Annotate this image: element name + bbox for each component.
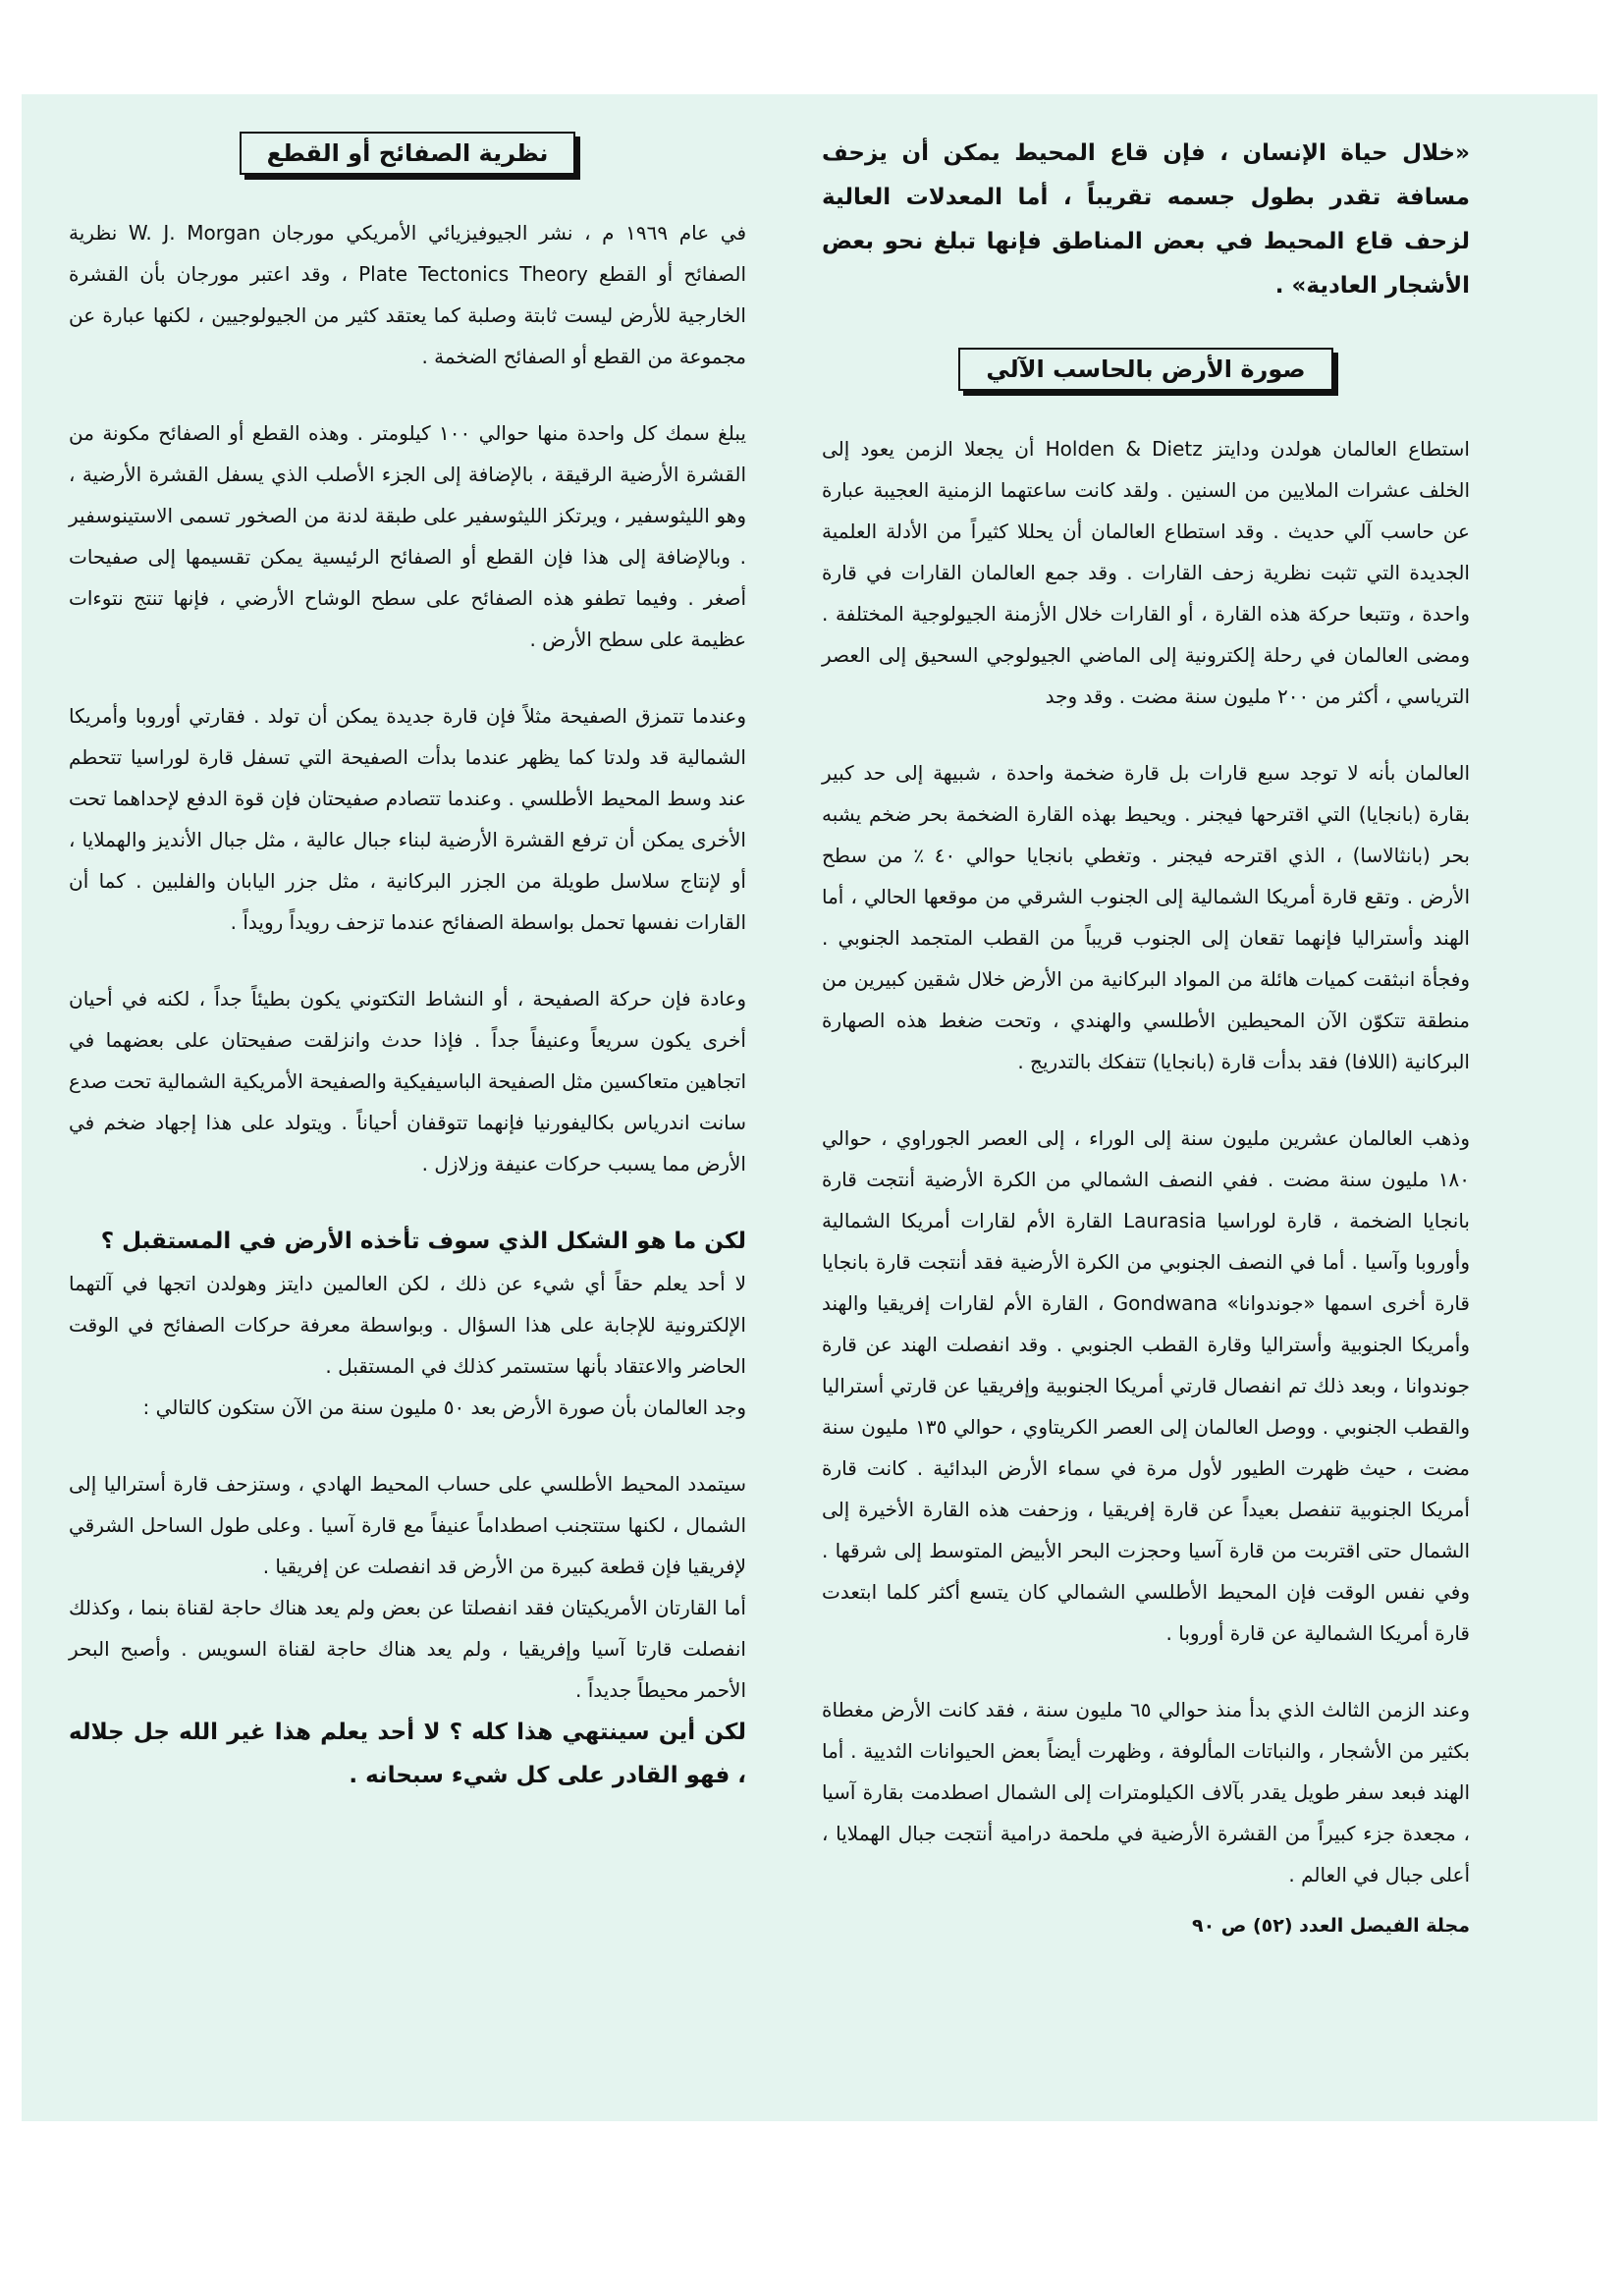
closing-statement: لكن أين سينتهي هذا كله ؟ لا أحد يعلم هذا غير الله جل جلاله ، فهو القادر على كل شيء سبحانه . <box>69 1720 746 1788</box>
paragraph: وعند الزمن الثالث الذي بدأ منذ حوالي ٦٥ مليون سنة ، فقد كانت الأرض مغطاة بكثير من الأشجار ، والنباتات المألوفة ، وظهرت أيضاً بعض الحيوانات الثديية . أما الهند فبعد سفر طويل يقدر بآلاف الكيلومترات إلى الشمال اصطدمت بقارة آسيا ، مجعدة جزء كبيراً من القشرة الأرضية في ملحمة درامية أنتجت جبال الهملايا ، أعلى جبال في العالم . <box>822 1698 1470 1886</box>
paragraph: وعادة فإن حركة الصفيحة ، أو النشاط التكتوني يكون بطيئاً جداً ، لكنه في أحيان أخرى يكون سريعاً وعنيفاً جداً . فإذا حدث وانزلقت صفيحتان على بعضهما في اتجاهين متعاكسين مثل الصفيحة الباسيفيكية والصفيحة الأمريكية الشمالية تحت صدع سانت اندرياس بكاليفورنيا فإنهما تتوقفان أحياناً . ويتولد على هذا إجهاد ضخم في الأرض مما يسبب حركات عنيفة وزلازل . <box>69 987 746 1175</box>
page-footer: مجلة الفيصل العدد (٥٢) ص ٩٠ <box>1191 1915 1470 1937</box>
magazine-page <box>22 94 1597 2121</box>
paragraph: وجد العالمان بأن صورة الأرض بعد ٥٠ مليون سنة من الآن ستكون كالتالي : <box>142 1395 746 1419</box>
question-heading: لكن ما هو الشكل الذي سوف تأخذه الأرض في المستقبل ؟ <box>100 1229 746 1254</box>
paragraph: في عام ١٩٦٩ م ، نشر الجيوفيزيائي الأمريكي مورجان W. J. Morgan نظرية الصفائح أو القطع Plate Tectonics Theory ، وقد اعتبر مورجان بأن القشرة الخارجية للأرض ليست ثابتة وصلبة كما يعتقد كثير من الجيولوجيين ، لكنها عبارة عن مجموعة من القطع أو الصفائح الضخمة . <box>69 221 747 368</box>
paragraph: يبلغ سمك كل واحدة منها حوالي ١٠٠ كيلومتر . وهذه القطع أو الصفائح مكونة من القشرة الأرضية الرقيقة ، بالإضافة إلى الجزء الأصلب الذي يسفل القشرة الأرضية ، وهو الليثوسفير ، ويرتكز الليثوسفير على طبقة لدنة من الصخور تسمى الاستينوسفير . وبالإضافة إلى هذا فإن القطع أو الصفائح الرئيسية يمكن تقسيمها إلى صفيحات أصغر . وفيما تطفو هذه الصفائح على سطح الوشاح الأرضي ، فإنها تنتج نتوءات عظيمة على سطح الأرض . <box>69 421 746 651</box>
pull-quote: «خلال حياة الإنسان ، فإن قاع المحيط يمكن أن يزحف مسافة تقدر بطول جسمه تقريباً ، أما المعدلات العالية لزحف قاع المحيط في بعض المناطق فإنها تبلغ نحو بعض الأشجار العادية» . <box>822 140 1470 299</box>
paragraph: لا أحد يعلم حقاً أي شيء عن ذلك ، لكن العالمين دايتز وهولدن اتجها في آلتهما الإلكترونية للإجابة على هذا السؤال . وبواسطة معرفة حركات الصفائح في الوقت الحاضر والاعتقاد بأنها ستستمر كذلك في المستقبل . <box>69 1272 746 1378</box>
paragraph: العالمان بأنه لا توجد سبع قارات بل قارة ضخمة واحدة ، شبيهة إلى حد كبير بقارة (بانجايا) التي اقترحها فيجنر . ويحيط بهذه القارة الضخمة بحر ضخم يشبه بحر (بانثالاسا) ، الذي اقترحه فيجنر . وتغطي بانجايا حوالي ٤٠ ٪ من سطح الأرض . وتقع قارة أمريكا الشمالية إلى الجنوب الشرقي من موقعها الحالي ، أما الهند وأستراليا فإنهما تقعان إلى الجنوب قريباً من القطب المتجمد الجنوبي . وفجأة انبثقت كميات هائلة من المواد البركانية من الأرض خلال شقين كبيرين من منطقة تتكوّن الآن المحيطين الأطلسي والهندي ، وتحت ضغط هذه الصهارة البركانية (اللافا) فقد بدأت قارة (بانجايا) تتفكك بالتدريج . <box>822 761 1470 1073</box>
left-column <box>69 132 746 1797</box>
paragraph: وذهب العالمان عشرين مليون سنة إلى الوراء ، إلى العصر الجوراوي ، حوالي ١٨٠ مليون سنة مضت . ففي النصف الشمالي من الكرة الأرضية أنتجت قارة بانجايا الضخمة ، قارة لوراسيا Laurasia القارة الأم لقارات أمريكا الشمالية وأوروبا وآسيا . أما في النصف الجنوبي من الكرة الأرضية فقد أنتجت قارة بانجايا قارة أخرى اسمها «جوندوانا» Gondwana ، القارة الأم لقارات إفريقيا والهند وأمريكا الجنوبية وأستراليا وقارة القطب الجنوبي . وقد انفصلت الهند عن قارة جوندوانا ، وبعد ذلك تم انفصال قارتي أمريكا الجنوبية وإفريقيا عن قارتي أستراليا والقطب الجنوبي . ووصل العالمان إلى العصر الكريتاوي ، حوالي ١٣٥ مليون سنة مضت ، حيث ظهرت الطيور لأول مرة في سماء الأرض البدائية . كانت قارة أمريكا الجنوبية تنفصل بعيداً عن قارة إفريقيا ، وزحفت هذه القارة الأخيرة إلى الشمال حتى اقتربت من قارة آسيا وحجزت البحر الأبيض المتوسط إلى شرقها . وفي نفس الوقت فإن المحيط الأطلسي الشمالي كان يتسع أكثر كلما ابتعدت قارة أمريكا الشمالية عن قارة أوروبا . <box>822 1126 1470 1645</box>
section-heading-computer-earth: صورة الأرض بالحاسب الآلي <box>958 348 1332 391</box>
paragraph: أما القارتان الأمريكيتان فقد انفصلتا عن بعض ولم يعد هناك حاجة لقناة بنما ، وكذلك انفصلت قارتا آسيا وإفريقيا ، ولم يعد هناك حاجة لقناة السويس . وأصبح البحر الأحمر محيطاً جديداً . <box>69 1596 746 1702</box>
paragraph: سيتمدد المحيط الأطلسي على حساب المحيط الهادي ، وستزحف قارة أستراليا إلى الشمال ، لكنها ستتجنب اصطداماً عنيفاً مع قارة آسيا . وعلى طول الساحل الشرقي لإفريقيا فإن قطعة كبيرة من الأرض قد انفصلت عن إفريقيا . <box>69 1472 746 1578</box>
paragraph: استطاع العالمان هولدن ودايتز Holden & Dietz أن يجعلا الزمن يعود إلى الخلف عشرات الملايين من السنين . ولقد كانت ساعتهما الزمنية العجيبة عبارة عن حاسب آلي حديث . وقد استطاع العالمان أن يحللا كثيراً من الأدلة العلمية الجديدة التي تثبت نظرية زحف القارات . وقد جمع العالمان القارات في قارة واحدة ، وتتبعا حركة هذه القارة ، أو القارات خلال الأزمنة الجيولوجية المختلفة . ومضى العالمان في رحلة إلكترونية إلى الماضي الجيولوجي السحيق إلى العصر الترياسي ، أكثر من ٢٠٠ مليون سنة مضت . وقد وجد <box>822 437 1470 708</box>
section-heading-plate-tectonics: نظرية الصفائح أو القطع <box>240 132 576 175</box>
right-column <box>822 132 1470 1937</box>
paragraph: وعندما تتمزق الصفيحة مثلاً فإن قارة جديدة يمكن أن تولد . فقارتي أوروبا وأمريكا الشمالية قد ولدتا كما يظهر عندما بدأت الصفيحة التي تسفل قارة لوراسيا تتحطم عند وسط المحيط الأطلسي . وعندما تتصادم صفيحتان فإن قوة الدفع لإحداهما تحت الأخرى يمكن أن ترفع القشرة الأرضية لبناء جبال عالية ، مثل جبال الأنديز والهملايا ، أو لإنتاج سلاسل طويلة من الجزر البركانية ، مثل جزر اليابان والفلبين . كما أن القارات نفسها تحمل بواسطة الصفائح عندما تزحف رويداً رويداً . <box>69 704 746 934</box>
